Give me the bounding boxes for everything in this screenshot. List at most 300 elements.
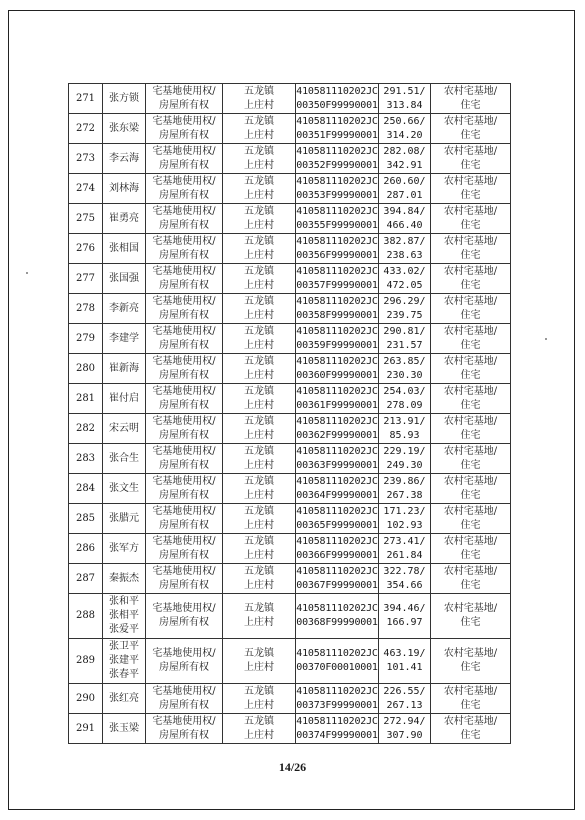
area-line: 229.19/	[383, 445, 426, 457]
unit-code-cell	[296, 84, 379, 114]
location-line: 上庄村	[244, 129, 274, 141]
land-use-cell	[431, 684, 511, 714]
right-type-cell	[146, 594, 223, 639]
table-row	[69, 474, 511, 504]
right-type-line: 宅基地使用权/	[152, 175, 216, 187]
land-use-cell	[431, 504, 511, 534]
area-cell	[379, 234, 431, 264]
page-number	[0, 760, 585, 775]
unit-code-line: 410581110202JC	[296, 385, 378, 397]
table-row	[69, 639, 511, 684]
land-use-line: 农村宅基地/	[443, 415, 498, 427]
unit-code-line: 410581110202JC	[296, 685, 378, 697]
unit-code-cell	[296, 354, 379, 384]
land-use-line: 住宅	[460, 662, 481, 673]
owner-name-line: 崔新海	[109, 362, 139, 374]
land-use-line: 农村宅基地/	[443, 85, 498, 97]
unit-code-line: 410581110202JC	[296, 565, 378, 577]
land-use-line: 住宅	[460, 339, 481, 351]
table-row	[69, 264, 511, 294]
land-use-line: 农村宅基地/	[443, 235, 498, 247]
land-use-line: 住宅	[460, 99, 481, 111]
location-line: 五龙镇	[244, 235, 274, 247]
right-type-line: 房屋所有权	[159, 429, 209, 441]
land-use-line: 农村宅基地/	[443, 385, 498, 397]
location-line: 上庄村	[244, 249, 274, 261]
land-use-line: 农村宅基地/	[443, 145, 498, 157]
location-cell	[223, 294, 296, 324]
area-line: 394.84/	[383, 205, 426, 217]
location-cell	[223, 384, 296, 414]
owner-name-line: 张卫平	[109, 641, 139, 652]
unit-code-cell	[296, 474, 379, 504]
unit-code-line: 00363F99990001	[296, 459, 378, 471]
right-type-line: 宅基地使用权/	[152, 715, 216, 727]
right-type-line: 宅基地使用权/	[152, 355, 216, 367]
unit-code-cell	[296, 114, 379, 144]
land-use-line: 住宅	[460, 309, 481, 321]
area-cell	[379, 264, 431, 294]
location-cell	[223, 504, 296, 534]
land-use-line: 住宅	[460, 129, 481, 141]
unit-code-cell	[296, 204, 379, 234]
right-type-line: 房屋所有权	[159, 369, 209, 381]
location-line: 五龙镇	[244, 205, 274, 217]
area-line: 466.40	[386, 219, 423, 231]
record-number-cell: 273	[69, 144, 103, 174]
unit-code-line: 410581110202JC	[296, 115, 378, 127]
land-use-line: 农村宅基地/	[443, 505, 498, 517]
owner-name-cell	[103, 204, 146, 234]
unit-code-cell	[296, 384, 379, 414]
right-type-line: 房屋所有权	[159, 219, 209, 231]
land-use-line: 农村宅基地/	[443, 265, 498, 277]
location-line: 五龙镇	[244, 565, 274, 577]
right-type-cell	[146, 84, 223, 114]
land-use-cell	[431, 384, 511, 414]
area-line: 382.87/	[383, 235, 426, 247]
right-type-line: 宅基地使用权/	[152, 505, 216, 517]
right-type-line: 宅基地使用权/	[152, 648, 216, 659]
area-cell	[379, 444, 431, 474]
unit-code-line: 00353F99990001	[296, 189, 378, 201]
right-type-cell	[146, 264, 223, 294]
area-line: 322.78/	[383, 565, 426, 577]
scan-speck	[26, 272, 28, 274]
table-row	[69, 354, 511, 384]
right-type-cell	[146, 204, 223, 234]
right-type-line: 房屋所有权	[159, 617, 209, 628]
land-use-line: 住宅	[460, 219, 481, 231]
unit-code-line: 00366F99990001	[296, 549, 378, 561]
record-number-cell: 272	[69, 114, 103, 144]
record-number-cell: 278	[69, 294, 103, 324]
area-cell	[379, 324, 431, 354]
location-line: 五龙镇	[244, 85, 274, 97]
area-cell	[379, 354, 431, 384]
land-use-cell	[431, 84, 511, 114]
location-cell	[223, 354, 296, 384]
area-cell	[379, 474, 431, 504]
unit-code-cell	[296, 414, 379, 444]
table-row	[69, 444, 511, 474]
location-line: 五龙镇	[244, 385, 274, 397]
table-row	[69, 234, 511, 264]
owner-name-line: 张玉梁	[109, 722, 139, 734]
location-line: 上庄村	[244, 429, 274, 441]
location-cell	[223, 534, 296, 564]
owner-name-cell	[103, 444, 146, 474]
record-number-cell: 291	[69, 714, 103, 744]
right-type-line: 房屋所有权	[159, 662, 209, 673]
owner-name-cell	[103, 564, 146, 594]
location-line: 上庄村	[244, 549, 274, 561]
record-number-cell: 279	[69, 324, 103, 354]
right-type-line: 宅基地使用权/	[152, 145, 216, 157]
land-use-line: 住宅	[460, 459, 481, 471]
scan-speck	[545, 338, 547, 340]
location-line: 五龙镇	[244, 175, 274, 187]
owner-name-line: 崔勇亮	[109, 212, 139, 224]
area-line: 263.85/	[383, 355, 426, 367]
unit-code-line: 00352F99990001	[296, 159, 378, 171]
owner-name-line: 张相国	[109, 242, 139, 254]
land-use-cell	[431, 714, 511, 744]
record-number-cell: 281	[69, 384, 103, 414]
land-use-line: 农村宅基地/	[443, 205, 498, 217]
location-line: 上庄村	[244, 399, 274, 411]
owner-name-cell	[103, 594, 146, 639]
area-cell	[379, 639, 431, 684]
right-type-cell	[146, 114, 223, 144]
land-use-line: 住宅	[460, 429, 481, 441]
unit-code-line: 00361F99990001	[296, 399, 378, 411]
right-type-cell	[146, 504, 223, 534]
unit-code-cell	[296, 144, 379, 174]
area-line: 171.23/	[383, 505, 426, 517]
unit-code-cell	[296, 594, 379, 639]
area-cell	[379, 144, 431, 174]
page-number-separator: /	[290, 760, 295, 774]
right-type-cell	[146, 714, 223, 744]
table-row	[69, 534, 511, 564]
owner-name-cell	[103, 354, 146, 384]
location-cell	[223, 444, 296, 474]
location-line: 上庄村	[244, 662, 274, 673]
table-row	[69, 714, 511, 744]
location-line: 上庄村	[244, 489, 274, 501]
owner-name-line: 刘林海	[109, 182, 139, 194]
right-type-line: 宅基地使用权/	[152, 565, 216, 577]
location-line: 五龙镇	[244, 603, 274, 614]
location-line: 上庄村	[244, 699, 274, 711]
owner-name-line: 崔付启	[109, 392, 139, 404]
area-line: 267.13	[386, 699, 423, 711]
right-type-cell	[146, 474, 223, 504]
right-type-line: 宅基地使用权/	[152, 415, 216, 427]
unit-code-line: 410581110202JC	[296, 355, 378, 367]
right-type-cell	[146, 144, 223, 174]
unit-code-line: 410581110202JC	[296, 295, 378, 307]
area-line: 101.41	[386, 662, 423, 673]
owner-name-cell	[103, 264, 146, 294]
right-type-line: 房屋所有权	[159, 279, 209, 291]
table-row	[69, 594, 511, 639]
right-type-cell	[146, 414, 223, 444]
unit-code-cell	[296, 504, 379, 534]
land-use-line: 农村宅基地/	[443, 175, 498, 187]
area-line: 239.75	[386, 309, 423, 321]
owner-name-cell	[103, 714, 146, 744]
unit-code-line: 410581110202JC	[296, 475, 378, 487]
right-type-line: 房屋所有权	[159, 159, 209, 171]
land-use-line: 住宅	[460, 249, 481, 261]
right-type-line: 宅基地使用权/	[152, 115, 216, 127]
unit-code-cell	[296, 264, 379, 294]
right-type-line: 房屋所有权	[159, 399, 209, 411]
area-cell	[379, 114, 431, 144]
right-type-line: 房屋所有权	[159, 99, 209, 111]
area-line: 287.01	[386, 189, 423, 201]
unit-code-line: 410581110202JC	[296, 145, 378, 157]
location-cell	[223, 234, 296, 264]
land-use-cell	[431, 534, 511, 564]
land-use-cell	[431, 324, 511, 354]
land-use-cell	[431, 444, 511, 474]
area-line: 282.08/	[383, 145, 426, 157]
location-line: 五龙镇	[244, 715, 274, 727]
area-line: 278.09	[386, 399, 423, 411]
area-cell	[379, 384, 431, 414]
unit-code-cell	[296, 564, 379, 594]
land-use-cell	[431, 594, 511, 639]
right-type-cell	[146, 294, 223, 324]
land-use-line: 农村宅基地/	[443, 445, 498, 457]
owner-name-line: 张军方	[109, 542, 139, 554]
location-line: 上庄村	[244, 309, 274, 321]
owner-name-line: 张春平	[109, 669, 139, 680]
location-cell	[223, 114, 296, 144]
right-type-line: 房屋所有权	[159, 729, 209, 741]
area-cell	[379, 564, 431, 594]
owner-name-cell	[103, 684, 146, 714]
location-line: 五龙镇	[244, 505, 274, 517]
record-number-cell: 276	[69, 234, 103, 264]
owner-name-line: 李云海	[109, 152, 139, 164]
right-type-line: 房屋所有权	[159, 249, 209, 261]
area-line: 261.84	[386, 549, 423, 561]
area-line: 250.66/	[383, 115, 426, 127]
area-line: 226.55/	[383, 685, 426, 697]
land-use-line: 住宅	[460, 549, 481, 561]
right-type-cell	[146, 234, 223, 264]
location-line: 五龙镇	[244, 685, 274, 697]
unit-code-line: 410581110202JC	[296, 505, 378, 517]
land-use-line: 农村宅基地/	[443, 355, 498, 367]
area-line: 267.38	[386, 489, 423, 501]
owner-name-cell	[103, 114, 146, 144]
location-line: 五龙镇	[244, 355, 274, 367]
unit-code-line: 410581110202JC	[296, 85, 378, 97]
right-type-cell	[146, 564, 223, 594]
right-type-line: 宅基地使用权/	[152, 685, 216, 697]
land-use-line: 农村宅基地/	[443, 325, 498, 337]
table-row	[69, 84, 511, 114]
area-cell	[379, 294, 431, 324]
land-use-line: 农村宅基地/	[443, 115, 498, 127]
land-use-cell	[431, 414, 511, 444]
location-cell	[223, 474, 296, 504]
location-line: 上庄村	[244, 617, 274, 628]
register-table	[68, 83, 511, 744]
land-use-cell	[431, 144, 511, 174]
land-use-cell	[431, 174, 511, 204]
owner-name-line: 李新亮	[109, 302, 139, 314]
owner-name-cell	[103, 474, 146, 504]
right-type-line: 房屋所有权	[159, 699, 209, 711]
land-use-line: 住宅	[460, 399, 481, 411]
table-row	[69, 324, 511, 354]
location-line: 五龙镇	[244, 145, 274, 157]
owner-name-line: 宋云明	[109, 422, 139, 434]
unit-code-line: 410581110202JC	[296, 415, 378, 427]
table-row	[69, 384, 511, 414]
land-use-line: 住宅	[460, 279, 481, 291]
land-use-cell	[431, 204, 511, 234]
right-type-cell	[146, 324, 223, 354]
land-use-cell	[431, 564, 511, 594]
unit-code-line: 410581110202JC	[296, 235, 378, 247]
record-number-cell: 271	[69, 84, 103, 114]
area-cell	[379, 204, 431, 234]
unit-code-cell	[296, 639, 379, 684]
table-row	[69, 684, 511, 714]
owner-name-cell	[103, 639, 146, 684]
owner-name-line: 张腊元	[109, 512, 139, 524]
location-cell	[223, 594, 296, 639]
right-type-line: 宅基地使用权/	[152, 235, 216, 247]
owner-name-line: 秦振杰	[109, 572, 139, 584]
location-line: 上庄村	[244, 729, 274, 741]
table-row	[69, 414, 511, 444]
right-type-cell	[146, 354, 223, 384]
unit-code-line: 410581110202JC	[296, 325, 378, 337]
owner-name-line: 张相平	[109, 610, 139, 621]
owner-name-cell	[103, 234, 146, 264]
location-cell	[223, 204, 296, 234]
owner-name-line: 张爱平	[109, 624, 139, 635]
land-use-cell	[431, 354, 511, 384]
land-use-cell	[431, 294, 511, 324]
area-line: 166.97	[386, 617, 423, 628]
unit-code-line: 410581110202JC	[296, 175, 378, 187]
location-cell	[223, 639, 296, 684]
location-line: 上庄村	[244, 189, 274, 201]
table-row	[69, 114, 511, 144]
land-use-cell	[431, 474, 511, 504]
area-cell	[379, 684, 431, 714]
unit-code-line: 00360F99990001	[296, 369, 378, 381]
unit-code-line: 410581110202JC	[296, 715, 378, 727]
record-number-cell: 286	[69, 534, 103, 564]
owner-name-cell	[103, 534, 146, 564]
location-cell	[223, 714, 296, 744]
right-type-line: 宅基地使用权/	[152, 475, 216, 487]
location-line: 五龙镇	[244, 475, 274, 487]
right-type-cell	[146, 534, 223, 564]
page-number-current: 14	[278, 760, 291, 774]
right-type-line: 宅基地使用权/	[152, 325, 216, 337]
land-use-cell	[431, 264, 511, 294]
page-number-total: 26	[294, 760, 307, 774]
record-number-cell: 290	[69, 684, 103, 714]
record-number-cell: 289	[69, 639, 103, 684]
unit-code-line: 00351F99990001	[296, 129, 378, 141]
record-number-cell: 283	[69, 444, 103, 474]
area-line: 230.30	[386, 369, 423, 381]
unit-code-line: 00357F99990001	[296, 279, 378, 291]
area-cell	[379, 84, 431, 114]
location-line: 五龙镇	[244, 115, 274, 127]
land-use-line: 住宅	[460, 729, 481, 741]
land-use-line: 农村宅基地/	[443, 685, 498, 697]
owner-name-line: 张建平	[109, 655, 139, 666]
location-cell	[223, 414, 296, 444]
table-row	[69, 504, 511, 534]
right-type-cell	[146, 444, 223, 474]
unit-code-cell	[296, 324, 379, 354]
land-use-line: 住宅	[460, 617, 481, 628]
land-use-line: 住宅	[460, 519, 481, 531]
owner-name-line: 张红亮	[109, 692, 139, 704]
right-type-cell	[146, 684, 223, 714]
land-use-cell	[431, 234, 511, 264]
owner-name-cell	[103, 294, 146, 324]
unit-code-line: 00355F99990001	[296, 219, 378, 231]
right-type-line: 房屋所有权	[159, 189, 209, 201]
unit-code-line: 00358F99990001	[296, 309, 378, 321]
area-cell	[379, 174, 431, 204]
area-line: 394.46/	[383, 603, 426, 614]
location-cell	[223, 84, 296, 114]
area-cell	[379, 504, 431, 534]
area-line: 342.91	[386, 159, 423, 171]
unit-code-line: 00350F99990001	[296, 99, 378, 111]
table-row	[69, 204, 511, 234]
right-type-line: 房屋所有权	[159, 519, 209, 531]
land-use-line: 住宅	[460, 189, 481, 201]
area-cell	[379, 714, 431, 744]
unit-code-line: 00370F00010001	[296, 662, 378, 673]
record-number-cell: 287	[69, 564, 103, 594]
land-use-line: 农村宅基地/	[443, 603, 498, 614]
area-line: 213.91/	[383, 415, 426, 427]
area-cell	[379, 534, 431, 564]
record-number-cell: 274	[69, 174, 103, 204]
area-line: 291.51/	[383, 85, 426, 97]
unit-code-line: 00356F99990001	[296, 249, 378, 261]
land-use-cell	[431, 114, 511, 144]
land-use-line: 农村宅基地/	[443, 535, 498, 547]
unit-code-line: 00368F99990001	[296, 617, 378, 628]
location-line: 五龙镇	[244, 265, 274, 277]
table-row	[69, 174, 511, 204]
right-type-cell	[146, 639, 223, 684]
right-type-line: 宅基地使用权/	[152, 603, 216, 614]
land-use-line: 农村宅基地/	[443, 565, 498, 577]
area-line: 354.66	[386, 579, 423, 591]
unit-code-line: 00359F99990001	[296, 339, 378, 351]
